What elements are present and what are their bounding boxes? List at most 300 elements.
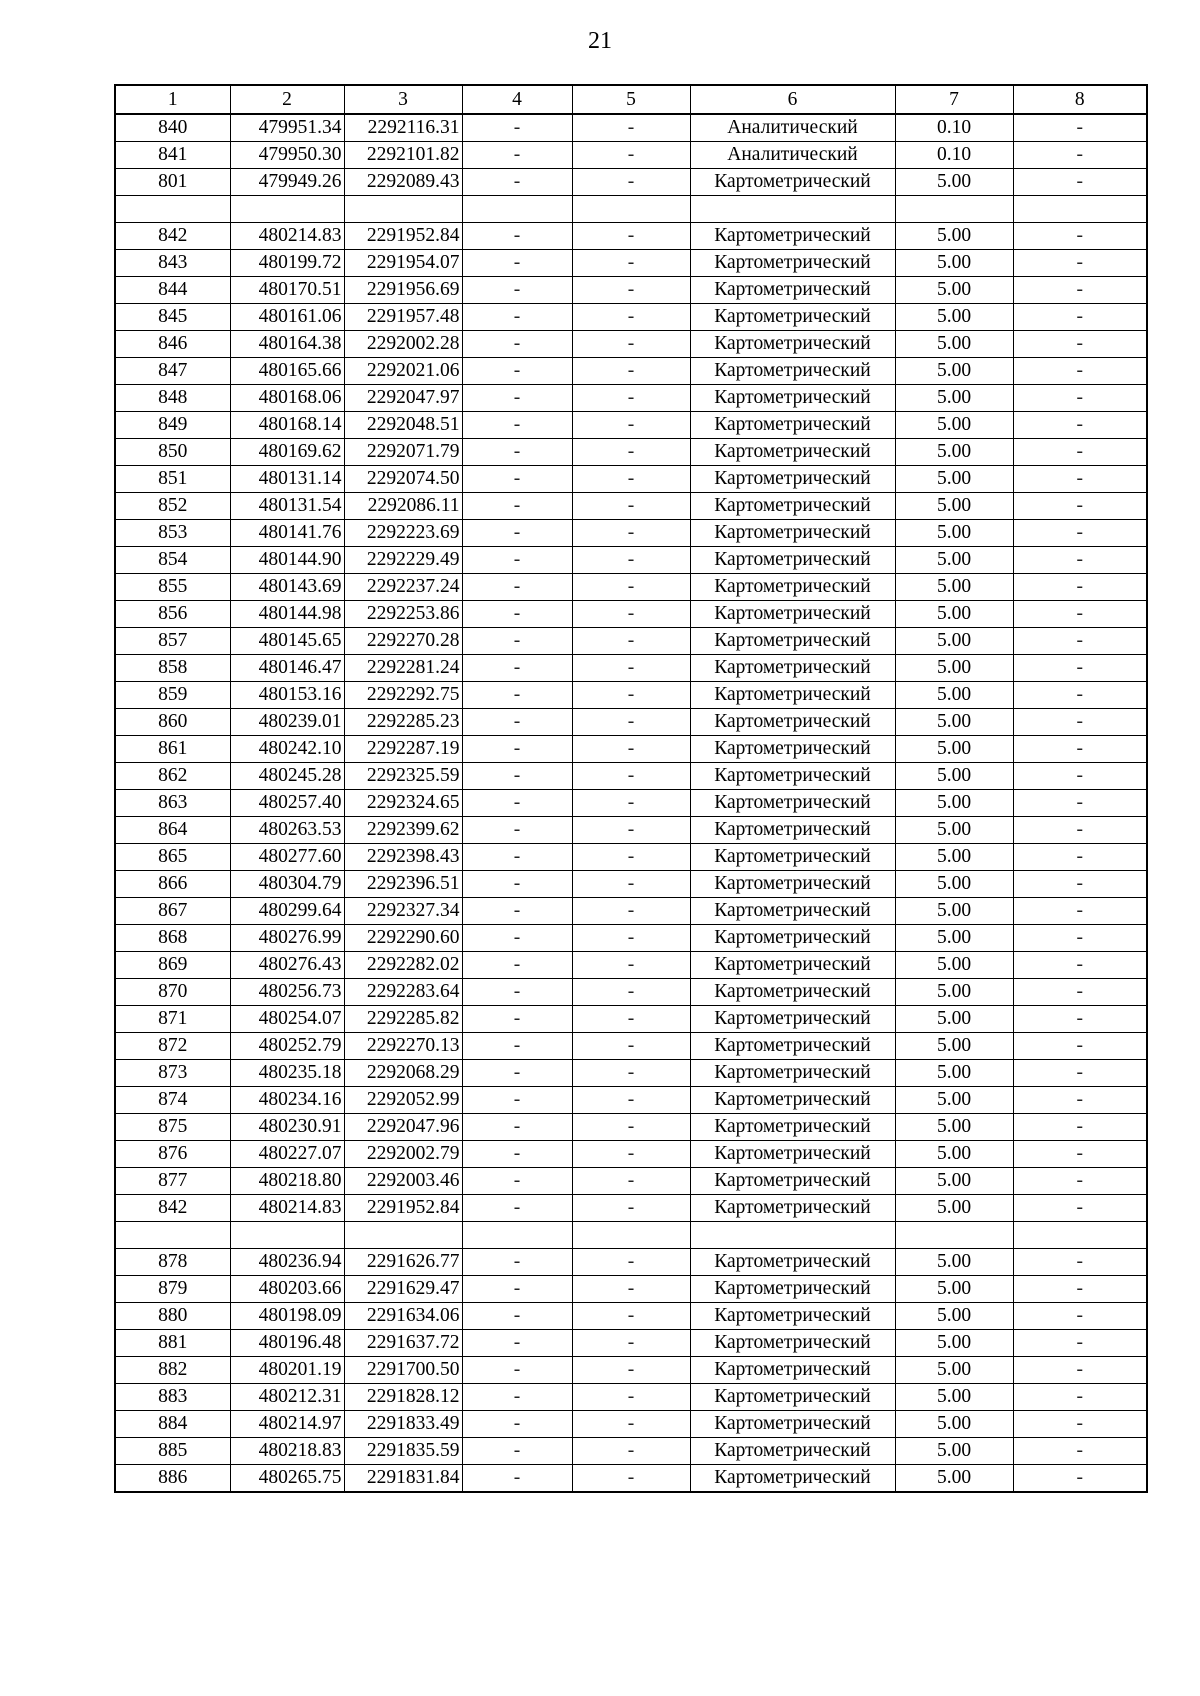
x-coordinate-cell: 480144.98 (230, 601, 344, 628)
col8-value-cell: - (1013, 358, 1147, 385)
method-cell: Картометрический (690, 1276, 895, 1303)
y-coordinate-cell: 2291956.69 (344, 277, 462, 304)
x-coordinate-cell: 480131.14 (230, 466, 344, 493)
col5-value-cell: - (572, 628, 690, 655)
y-coordinate-cell: 2292399.62 (344, 817, 462, 844)
col5-value-cell: - (572, 277, 690, 304)
point-number-cell: 869 (115, 952, 230, 979)
x-coordinate-cell: 480218.83 (230, 1438, 344, 1465)
col4-value-cell: - (462, 385, 572, 412)
column-header-1: 1 (115, 85, 230, 114)
col5-value-cell: - (572, 1411, 690, 1438)
col8-value-cell: - (1013, 547, 1147, 574)
accuracy-cell: 5.00 (895, 1006, 1013, 1033)
accuracy-cell: 5.00 (895, 1438, 1013, 1465)
table-row (115, 277, 1147, 304)
table-row (115, 1168, 1147, 1195)
point-number-cell: 879 (115, 1276, 230, 1303)
col8-value-cell: - (1013, 277, 1147, 304)
col5-value-cell: - (572, 412, 690, 439)
table-row (115, 223, 1147, 250)
col4-value-cell: - (462, 709, 572, 736)
col5-value-cell: - (572, 385, 690, 412)
col4-value-cell: - (462, 952, 572, 979)
col5-value-cell: - (572, 1357, 690, 1384)
x-coordinate-cell: 480144.90 (230, 547, 344, 574)
column-header-2: 2 (230, 85, 344, 114)
accuracy-cell: 5.00 (895, 1276, 1013, 1303)
y-coordinate-cell: 2292048.51 (344, 412, 462, 439)
table-row (115, 1303, 1147, 1330)
col5-value-cell: - (572, 1438, 690, 1465)
col5-value-cell: - (572, 574, 690, 601)
col8-value-cell: - (1013, 601, 1147, 628)
x-coordinate-cell: 480257.40 (230, 790, 344, 817)
col4-value-cell: - (462, 655, 572, 682)
col8-value-cell: - (1013, 817, 1147, 844)
y-coordinate-cell: 2292047.96 (344, 1114, 462, 1141)
col4-value-cell: - (462, 574, 572, 601)
col8-value-cell (1013, 1222, 1147, 1249)
col5-value-cell: - (572, 1006, 690, 1033)
col8-value-cell: - (1013, 114, 1147, 142)
point-number-cell: 871 (115, 1006, 230, 1033)
col4-value-cell: - (462, 493, 572, 520)
table-row (115, 520, 1147, 547)
y-coordinate-cell: 2291833.49 (344, 1411, 462, 1438)
y-coordinate-cell: 2292398.43 (344, 844, 462, 871)
col8-value-cell: - (1013, 385, 1147, 412)
x-coordinate-cell: 480277.60 (230, 844, 344, 871)
method-cell: Аналитический (690, 114, 895, 142)
x-coordinate-cell: 480201.19 (230, 1357, 344, 1384)
point-number-cell: 876 (115, 1141, 230, 1168)
y-coordinate-cell: 2292002.28 (344, 331, 462, 358)
method-cell: Картометрический (690, 817, 895, 844)
table-row (115, 655, 1147, 682)
x-coordinate-cell: 480161.06 (230, 304, 344, 331)
point-number-cell: 859 (115, 682, 230, 709)
point-number-cell: 863 (115, 790, 230, 817)
table-row (115, 736, 1147, 763)
table-row (115, 493, 1147, 520)
method-cell: Картометрический (690, 1006, 895, 1033)
col4-value-cell: - (462, 547, 572, 574)
table-row (115, 574, 1147, 601)
method-cell: Картометрический (690, 682, 895, 709)
col4-value-cell: - (462, 844, 572, 871)
x-coordinate-cell: 480212.31 (230, 1384, 344, 1411)
table-row (115, 1330, 1147, 1357)
x-coordinate-cell: 480198.09 (230, 1303, 344, 1330)
method-cell: Картометрический (690, 358, 895, 385)
col8-value-cell: - (1013, 1006, 1147, 1033)
page-number: 21 (588, 28, 612, 54)
point-number-cell: 861 (115, 736, 230, 763)
table-row (115, 114, 1147, 142)
point-number-cell (115, 1222, 230, 1249)
col5-value-cell: - (572, 1195, 690, 1222)
col4-value-cell: - (462, 1168, 572, 1195)
point-number-cell: 875 (115, 1114, 230, 1141)
table-row (115, 169, 1147, 196)
col4-value-cell: - (462, 736, 572, 763)
col4-value-cell: - (462, 520, 572, 547)
col5-value-cell: - (572, 1384, 690, 1411)
accuracy-cell: 5.00 (895, 358, 1013, 385)
column-header-6: 6 (690, 85, 895, 114)
x-coordinate-cell: 480304.79 (230, 871, 344, 898)
method-cell: Картометрический (690, 709, 895, 736)
x-coordinate-cell: 480141.76 (230, 520, 344, 547)
point-number-cell: 846 (115, 331, 230, 358)
table-row (115, 412, 1147, 439)
col4-value-cell: - (462, 1006, 572, 1033)
x-coordinate-cell: 480235.18 (230, 1060, 344, 1087)
y-coordinate-cell: 2292327.34 (344, 898, 462, 925)
method-cell: Картометрический (690, 520, 895, 547)
accuracy-cell: 5.00 (895, 655, 1013, 682)
y-coordinate-cell: 2292283.64 (344, 979, 462, 1006)
col8-value-cell: - (1013, 1357, 1147, 1384)
method-cell: Картометрический (690, 493, 895, 520)
col8-value-cell: - (1013, 169, 1147, 196)
col5-value-cell: - (572, 466, 690, 493)
point-number-cell: 854 (115, 547, 230, 574)
y-coordinate-cell: 2292253.86 (344, 601, 462, 628)
col8-value-cell: - (1013, 1141, 1147, 1168)
y-coordinate-cell: 2292068.29 (344, 1060, 462, 1087)
method-cell: Картометрический (690, 1060, 895, 1087)
method-cell: Картометрический (690, 169, 895, 196)
point-number-cell: 851 (115, 466, 230, 493)
y-coordinate-cell: 2291957.48 (344, 304, 462, 331)
point-number-cell: 853 (115, 520, 230, 547)
accuracy-cell: 5.00 (895, 466, 1013, 493)
y-coordinate-cell: 2291700.50 (344, 1357, 462, 1384)
point-number-cell: 840 (115, 114, 230, 142)
y-coordinate-cell: 2291828.12 (344, 1384, 462, 1411)
table-row (115, 358, 1147, 385)
method-cell: Картометрический (690, 844, 895, 871)
col5-value-cell: - (572, 1087, 690, 1114)
table-row (115, 1033, 1147, 1060)
y-coordinate-cell: 2292282.02 (344, 952, 462, 979)
point-number-cell: 849 (115, 412, 230, 439)
col8-value-cell: - (1013, 655, 1147, 682)
col8-value-cell: - (1013, 763, 1147, 790)
col8-value-cell: - (1013, 898, 1147, 925)
accuracy-cell: 5.00 (895, 520, 1013, 547)
accuracy-cell: 5.00 (895, 682, 1013, 709)
point-number-cell: 860 (115, 709, 230, 736)
x-coordinate-cell: 480256.73 (230, 979, 344, 1006)
coordinates-table (114, 84, 1148, 1493)
col8-value-cell: - (1013, 1330, 1147, 1357)
table-row (115, 871, 1147, 898)
col8-value-cell: - (1013, 844, 1147, 871)
col4-value-cell: - (462, 1033, 572, 1060)
accuracy-cell: 5.00 (895, 709, 1013, 736)
point-number-cell: 842 (115, 223, 230, 250)
x-coordinate-cell: 480242.10 (230, 736, 344, 763)
point-number-cell: 801 (115, 169, 230, 196)
table-row (115, 304, 1147, 331)
table-row (115, 1195, 1147, 1222)
accuracy-cell: 5.00 (895, 1195, 1013, 1222)
table-row (115, 952, 1147, 979)
point-number-cell: 855 (115, 574, 230, 601)
table-row (115, 1006, 1147, 1033)
method-cell: Аналитический (690, 142, 895, 169)
col8-value-cell: - (1013, 1114, 1147, 1141)
col5-value-cell: - (572, 520, 690, 547)
col5-value-cell: - (572, 1330, 690, 1357)
x-coordinate-cell: 480170.51 (230, 277, 344, 304)
col5-value-cell: - (572, 601, 690, 628)
col5-value-cell: - (572, 925, 690, 952)
point-number-cell: 886 (115, 1465, 230, 1493)
table-row (115, 1465, 1147, 1493)
column-header-3: 3 (344, 85, 462, 114)
x-coordinate-cell: 480299.64 (230, 898, 344, 925)
method-cell: Картометрический (690, 304, 895, 331)
header-row (115, 85, 1147, 114)
y-coordinate-cell: 2292290.60 (344, 925, 462, 952)
method-cell: Картометрический (690, 790, 895, 817)
col5-value-cell: - (572, 304, 690, 331)
method-cell: Картометрический (690, 1411, 895, 1438)
col8-value-cell: - (1013, 1033, 1147, 1060)
col4-value-cell: - (462, 898, 572, 925)
point-number-cell: 857 (115, 628, 230, 655)
table-row (115, 979, 1147, 1006)
table-row (115, 1411, 1147, 1438)
method-cell: Картометрический (690, 1357, 895, 1384)
col5-value-cell: - (572, 979, 690, 1006)
method-cell: Картометрический (690, 1195, 895, 1222)
method-cell: Картометрический (690, 331, 895, 358)
accuracy-cell: 5.00 (895, 1087, 1013, 1114)
x-coordinate-cell: 480239.01 (230, 709, 344, 736)
table-row (115, 1438, 1147, 1465)
col8-value-cell: - (1013, 304, 1147, 331)
col4-value-cell (462, 1222, 572, 1249)
accuracy-cell: 5.00 (895, 925, 1013, 952)
col5-value-cell: - (572, 358, 690, 385)
col8-value-cell: - (1013, 1465, 1147, 1493)
y-coordinate-cell: 2292074.50 (344, 466, 462, 493)
col5-value-cell: - (572, 1114, 690, 1141)
y-coordinate-cell: 2291634.06 (344, 1303, 462, 1330)
y-coordinate-cell: 2292086.11 (344, 493, 462, 520)
point-number-cell (115, 196, 230, 223)
accuracy-cell: 0.10 (895, 114, 1013, 142)
x-coordinate-cell: 480254.07 (230, 1006, 344, 1033)
col4-value-cell: - (462, 114, 572, 142)
method-cell: Картометрический (690, 898, 895, 925)
col4-value-cell: - (462, 925, 572, 952)
point-number-cell: 868 (115, 925, 230, 952)
col4-value-cell: - (462, 682, 572, 709)
table-row (115, 925, 1147, 952)
point-number-cell: 843 (115, 250, 230, 277)
col5-value-cell: - (572, 547, 690, 574)
col8-value-cell: - (1013, 1438, 1147, 1465)
column-header-8: 8 (1013, 85, 1147, 114)
y-coordinate-cell: 2292285.82 (344, 1006, 462, 1033)
x-coordinate-cell (230, 1222, 344, 1249)
method-cell: Картометрический (690, 1465, 895, 1493)
accuracy-cell: 5.00 (895, 979, 1013, 1006)
table-header (115, 85, 1147, 114)
point-number-cell: 881 (115, 1330, 230, 1357)
accuracy-cell: 5.00 (895, 817, 1013, 844)
table-row (115, 844, 1147, 871)
x-coordinate-cell: 480214.83 (230, 223, 344, 250)
accuracy-cell: 5.00 (895, 898, 1013, 925)
accuracy-cell: 5.00 (895, 1384, 1013, 1411)
accuracy-cell: 5.00 (895, 439, 1013, 466)
col4-value-cell: - (462, 1141, 572, 1168)
x-coordinate-cell: 480168.06 (230, 385, 344, 412)
x-coordinate-cell (230, 196, 344, 223)
accuracy-cell: 5.00 (895, 1357, 1013, 1384)
col8-value-cell: - (1013, 412, 1147, 439)
col4-value-cell: - (462, 790, 572, 817)
col5-value-cell: - (572, 736, 690, 763)
col4-value-cell: - (462, 1060, 572, 1087)
y-coordinate-cell: 2292002.79 (344, 1141, 462, 1168)
table-row (115, 1357, 1147, 1384)
col4-value-cell: - (462, 358, 572, 385)
col8-value-cell: - (1013, 520, 1147, 547)
x-coordinate-cell: 480164.38 (230, 331, 344, 358)
col5-value-cell: - (572, 682, 690, 709)
x-coordinate-cell: 479949.26 (230, 169, 344, 196)
table-row (115, 1141, 1147, 1168)
y-coordinate-cell: 2292270.13 (344, 1033, 462, 1060)
col8-value-cell: - (1013, 1303, 1147, 1330)
y-coordinate-cell: 2292021.06 (344, 358, 462, 385)
col5-value-cell: - (572, 1168, 690, 1195)
y-coordinate-cell: 2292325.59 (344, 763, 462, 790)
method-cell: Картометрический (690, 277, 895, 304)
col5-value-cell: - (572, 493, 690, 520)
col4-value-cell: - (462, 628, 572, 655)
method-cell: Картометрический (690, 925, 895, 952)
col5-value-cell: - (572, 1249, 690, 1276)
x-coordinate-cell: 480252.79 (230, 1033, 344, 1060)
method-cell: Картометрический (690, 250, 895, 277)
col8-value-cell: - (1013, 1276, 1147, 1303)
method-cell: Картометрический (690, 1330, 895, 1357)
col8-value-cell: - (1013, 1195, 1147, 1222)
table-row (115, 331, 1147, 358)
point-number-cell: 878 (115, 1249, 230, 1276)
y-coordinate-cell: 2291629.47 (344, 1276, 462, 1303)
method-cell: Картометрический (690, 385, 895, 412)
col4-value-cell: - (462, 466, 572, 493)
point-number-cell: 847 (115, 358, 230, 385)
col5-value-cell: - (572, 114, 690, 142)
point-number-cell: 885 (115, 1438, 230, 1465)
col4-value-cell: - (462, 1438, 572, 1465)
method-cell: Картометрический (690, 547, 895, 574)
col5-value-cell: - (572, 1033, 690, 1060)
col4-value-cell: - (462, 1276, 572, 1303)
accuracy-cell (895, 1222, 1013, 1249)
x-coordinate-cell: 480169.62 (230, 439, 344, 466)
col5-value-cell: - (572, 331, 690, 358)
col4-value-cell: - (462, 601, 572, 628)
accuracy-cell: 5.00 (895, 1465, 1013, 1493)
y-coordinate-cell: 2292071.79 (344, 439, 462, 466)
col5-value-cell: - (572, 142, 690, 169)
method-cell: Картометрический (690, 412, 895, 439)
x-coordinate-cell: 480145.65 (230, 628, 344, 655)
y-coordinate-cell (344, 1222, 462, 1249)
col5-value-cell: - (572, 844, 690, 871)
accuracy-cell: 5.00 (895, 493, 1013, 520)
table-row (115, 1249, 1147, 1276)
accuracy-cell: 5.00 (895, 331, 1013, 358)
method-cell: Картометрический (690, 223, 895, 250)
y-coordinate-cell: 2292003.46 (344, 1168, 462, 1195)
column-header-4: 4 (462, 85, 572, 114)
column-header-7: 7 (895, 85, 1013, 114)
point-number-cell: 856 (115, 601, 230, 628)
x-coordinate-cell: 480168.14 (230, 412, 344, 439)
accuracy-cell: 5.00 (895, 1114, 1013, 1141)
col5-value-cell: - (572, 709, 690, 736)
point-number-cell: 884 (115, 1411, 230, 1438)
col4-value-cell: - (462, 1249, 572, 1276)
x-coordinate-cell: 480199.72 (230, 250, 344, 277)
table-row (115, 196, 1147, 223)
y-coordinate-cell: 2291831.84 (344, 1465, 462, 1493)
accuracy-cell: 5.00 (895, 412, 1013, 439)
method-cell: Картометрический (690, 655, 895, 682)
x-coordinate-cell: 480131.54 (230, 493, 344, 520)
point-number-cell: 848 (115, 385, 230, 412)
x-coordinate-cell: 480230.91 (230, 1114, 344, 1141)
col5-value-cell: - (572, 655, 690, 682)
y-coordinate-cell: 2292052.99 (344, 1087, 462, 1114)
x-coordinate-cell: 480153.16 (230, 682, 344, 709)
col5-value-cell: - (572, 763, 690, 790)
col8-value-cell: - (1013, 466, 1147, 493)
col4-value-cell: - (462, 223, 572, 250)
point-number-cell: 880 (115, 1303, 230, 1330)
point-number-cell: 877 (115, 1168, 230, 1195)
x-coordinate-cell: 480263.53 (230, 817, 344, 844)
col4-value-cell: - (462, 979, 572, 1006)
col5-value-cell: - (572, 169, 690, 196)
table-row (115, 1276, 1147, 1303)
col5-value-cell: - (572, 817, 690, 844)
col4-value-cell: - (462, 817, 572, 844)
col8-value-cell: - (1013, 979, 1147, 1006)
table-row (115, 682, 1147, 709)
accuracy-cell: 5.00 (895, 952, 1013, 979)
table-body (115, 114, 1147, 1492)
col5-value-cell: - (572, 223, 690, 250)
col5-value-cell: - (572, 1141, 690, 1168)
point-number-cell: 844 (115, 277, 230, 304)
accuracy-cell: 5.00 (895, 547, 1013, 574)
accuracy-cell: 5.00 (895, 169, 1013, 196)
